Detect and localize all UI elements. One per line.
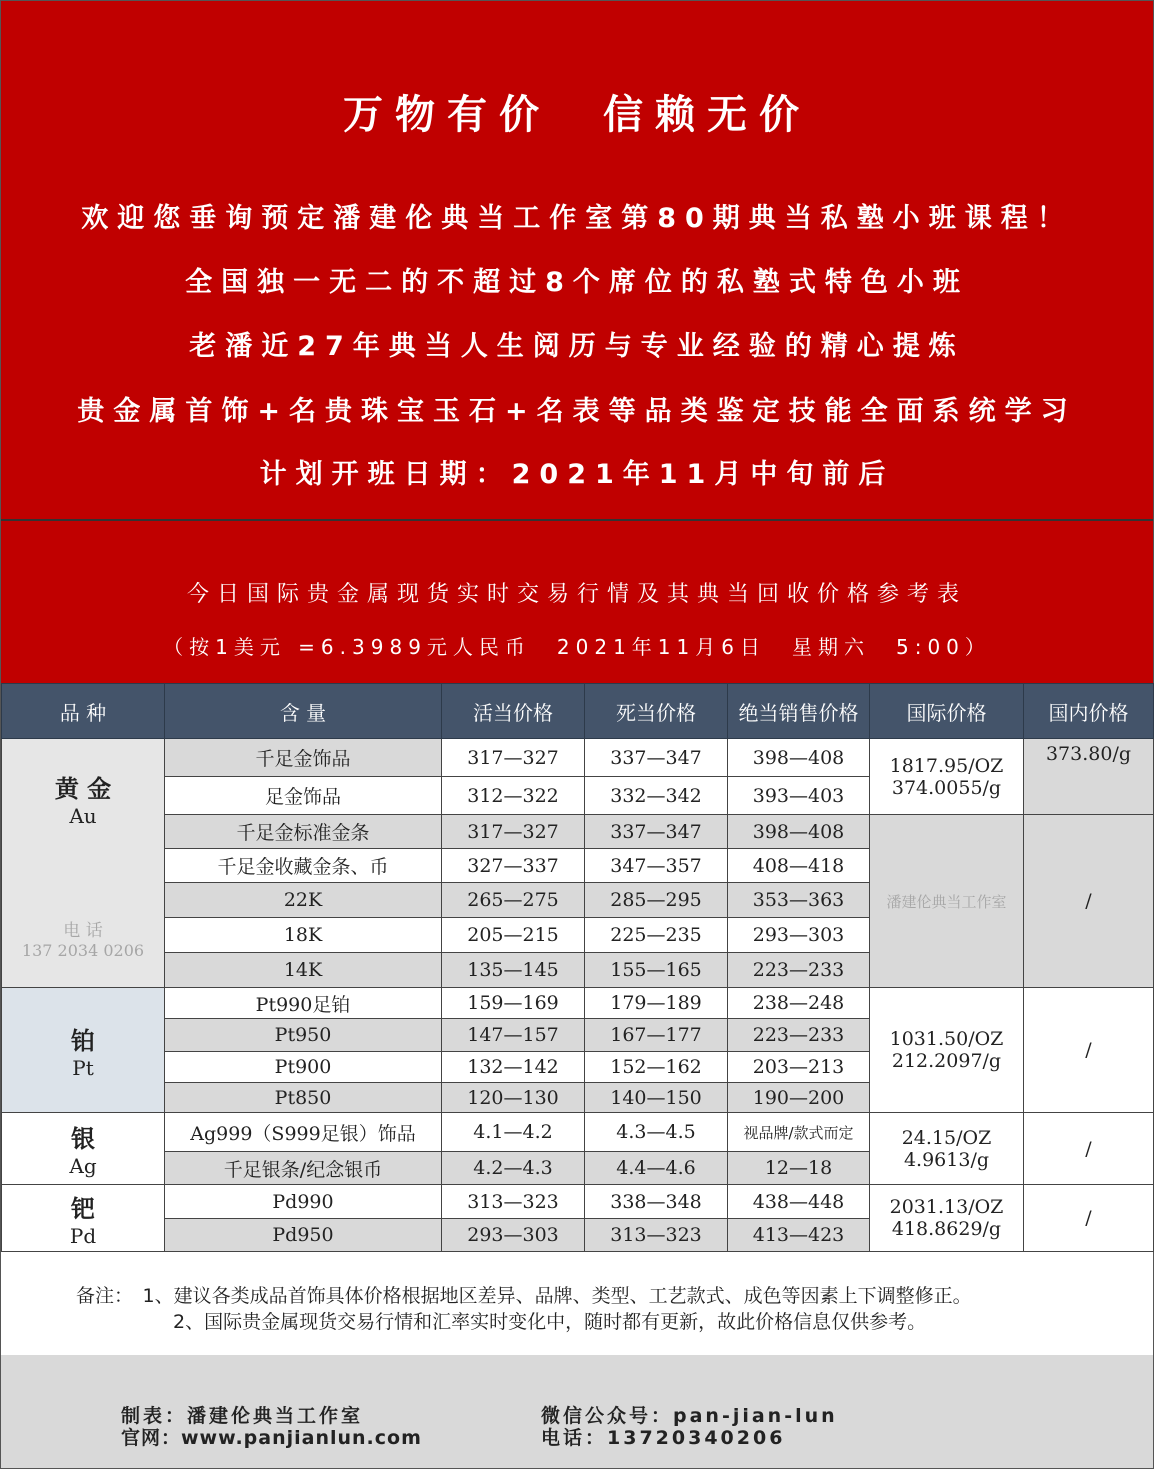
item-name: Pd990: [165, 1185, 442, 1219]
live-price: 317—327: [442, 815, 585, 849]
item-name: 千足银条/纪念银币: [165, 1152, 442, 1185]
sale-price: 353—363: [728, 883, 870, 918]
intl-price-platinum: [870, 988, 1024, 1113]
banner-line: 全国独一无二的不超过8个席位的私塾式特色小班: [185, 267, 969, 298]
dead-price: 4.3—4.5: [585, 1113, 728, 1152]
table-row: [2, 1113, 1154, 1152]
price-table-header: [1, 521, 1153, 683]
dead-price: 140—150: [585, 1083, 728, 1113]
live-price: 4.1—4.2: [442, 1113, 585, 1152]
item-name: 千足金饰品: [165, 739, 442, 777]
footer-wechat: 微信公众号：pan-jian-lun: [541, 1405, 838, 1427]
sale-price: 398—408: [728, 739, 870, 777]
intl-price-palladium: [870, 1185, 1024, 1252]
category-gold: [2, 739, 165, 988]
live-price: 132—142: [442, 1052, 585, 1083]
footer-website: 官网：www.panjianlun.com: [121, 1427, 422, 1449]
intl-g: 4.9613/g: [903, 1148, 990, 1171]
category-symbol: Pt: [72, 1055, 94, 1080]
intl-g: 212.2097/g: [891, 1050, 1002, 1072]
note-line: 备注： 1、建议各类成品首饰具体价格根据地区差异、品牌、类型、工艺款式、成色等因素上下调整修正。: [76, 1285, 972, 1307]
dead-price: 332—342: [585, 777, 728, 815]
dead-price: 285—295: [585, 883, 728, 918]
col-header: 国际价格: [870, 684, 1024, 739]
live-price: 265—275: [442, 883, 585, 918]
dead-price: 313—323: [585, 1219, 728, 1252]
live-price: 147—157: [442, 1019, 585, 1052]
dead-price: 152—162: [585, 1052, 728, 1083]
note-line: 2、国际贵金属现货交易行情和汇率实时变化中，随时都有更新，故此价格信息仅供参考。: [173, 1311, 927, 1333]
domestic-price: /: [1024, 1185, 1154, 1252]
banner-line: 贵金属首饰+名贵珠宝玉石+名表等品类鉴定技能全面系统学习: [77, 396, 1077, 427]
domestic-price: /: [1024, 1113, 1154, 1185]
category-palladium: [2, 1185, 165, 1252]
intl-price-gold: [870, 739, 1024, 815]
item-name: 18K: [165, 918, 442, 953]
intl-oz: 24.15/OZ: [901, 1126, 992, 1149]
category-symbol: Ag: [69, 1154, 97, 1178]
domestic-price: /: [1024, 815, 1154, 988]
sale-price: 223—233: [728, 1019, 870, 1052]
dead-price: 4.4—4.6: [585, 1152, 728, 1185]
live-price: 120—130: [442, 1083, 585, 1113]
sale-price: 238—248: [728, 988, 870, 1019]
intl-g: 418.8629/g: [891, 1218, 1002, 1240]
table-row: [2, 1185, 1154, 1219]
domestic-price-gold: 373.80/g: [1024, 739, 1154, 815]
item-name: 足金饰品: [165, 777, 442, 815]
domestic-price: /: [1024, 988, 1154, 1113]
intl-oz: 1031.50/OZ: [889, 1028, 1004, 1050]
intl-oz: 1817.95/OZ: [889, 754, 1004, 777]
footer-maker: 制表：潘建伦典当工作室: [121, 1405, 364, 1427]
price-table: [1, 683, 1154, 1252]
phone-label: 电 话: [63, 921, 103, 941]
live-price: 205—215: [442, 918, 585, 953]
live-price: 293—303: [442, 1219, 585, 1252]
table-row: [2, 815, 1154, 849]
dead-price: 337—347: [585, 739, 728, 777]
col-header: 品 种: [2, 684, 165, 739]
dead-price: 347—357: [585, 849, 728, 883]
sale-price: 398—408: [728, 815, 870, 849]
sale-price: 438—448: [728, 1185, 870, 1219]
category-name: 铂: [71, 1026, 95, 1055]
sale-price: 413—423: [728, 1219, 870, 1252]
banner-line: 计划开班日期：2021年11月中旬前后: [259, 459, 895, 490]
sale-price: 393—403: [728, 777, 870, 815]
footer: [1, 1355, 1153, 1468]
sale-price: 203—213: [728, 1052, 870, 1083]
intl-oz: 2031.13/OZ: [889, 1196, 1004, 1218]
live-price: 317—327: [442, 739, 585, 777]
item-name: 千足金标准金条: [165, 815, 442, 849]
table-row: [2, 739, 1154, 777]
table-subtitle: （按1美元 =6.3989元人民币 2021年11月6日 星期六 5:00）: [163, 635, 991, 659]
dead-price: 225—235: [585, 918, 728, 953]
col-header: 活当价格: [442, 684, 585, 739]
category-silver: [2, 1113, 165, 1185]
category-symbol: Au: [69, 804, 97, 828]
phone-number: 137 2034 0206: [21, 941, 145, 960]
live-price: 159—169: [442, 988, 585, 1019]
item-name: Pt900: [165, 1052, 442, 1083]
live-price: 135—145: [442, 953, 585, 988]
sale-price: 408—418: [728, 849, 870, 883]
sale-price: 12—18: [728, 1152, 870, 1185]
dead-price: 179—189: [585, 988, 728, 1019]
sale-price: 视品牌/款式而定: [728, 1113, 870, 1152]
item-name: 22K: [165, 883, 442, 918]
dead-price: 338—348: [585, 1185, 728, 1219]
col-header: 死当价格: [585, 684, 728, 739]
col-header: 绝当销售价格: [728, 684, 870, 739]
live-price: 327—337: [442, 849, 585, 883]
item-name: 14K: [165, 953, 442, 988]
live-price: 313—323: [442, 1185, 585, 1219]
intl-g: 374.0055/g: [891, 776, 1002, 799]
item-name: Pt990足铂: [165, 988, 442, 1019]
item-name: Pt950: [165, 1019, 442, 1052]
intl-price-silver: [870, 1113, 1024, 1185]
sale-price: 190—200: [728, 1083, 870, 1113]
col-header: 国内价格: [1024, 684, 1154, 739]
table-row: [2, 988, 1154, 1019]
banner-line: 欢迎您垂询预定潘建伦典当工作室第80期典当私塾小班课程！: [81, 203, 1073, 234]
table-header-row: [2, 684, 1154, 739]
item-name: 千足金收藏金条、币: [165, 849, 442, 883]
category-symbol: Pd: [69, 1223, 97, 1248]
sale-price: 293—303: [728, 918, 870, 953]
category-name: 钯: [71, 1194, 95, 1223]
item-name: Pt850: [165, 1083, 442, 1113]
table-title: 今日国际贵金属现货实时交易行情及其典当回收价格参考表: [186, 582, 967, 607]
live-price: 4.2—4.3: [442, 1152, 585, 1185]
course-banner: [1, 1, 1153, 521]
col-header: 含 量: [165, 684, 442, 739]
watermark: 潘建伦典当工作室: [870, 815, 1024, 988]
dead-price: 337—347: [585, 815, 728, 849]
banner-line: 老潘近27年典当人生阅历与专业经验的精心提炼: [189, 331, 965, 362]
footer-phone: 电话：13720340206: [541, 1427, 786, 1449]
item-name: Ag999（S999足银）饰品: [165, 1113, 442, 1152]
category-name: 银: [71, 1125, 95, 1153]
sale-price: 223—233: [728, 953, 870, 988]
category-platinum: [2, 988, 165, 1113]
category-name: 黄 金: [54, 775, 112, 803]
dead-price: 167—177: [585, 1019, 728, 1052]
dead-price: 155—165: [585, 953, 728, 988]
slogan: 万物有价 信赖无价: [343, 92, 811, 138]
item-name: Pd950: [165, 1219, 442, 1252]
live-price: 312—322: [442, 777, 585, 815]
notes: [1, 1253, 1153, 1353]
